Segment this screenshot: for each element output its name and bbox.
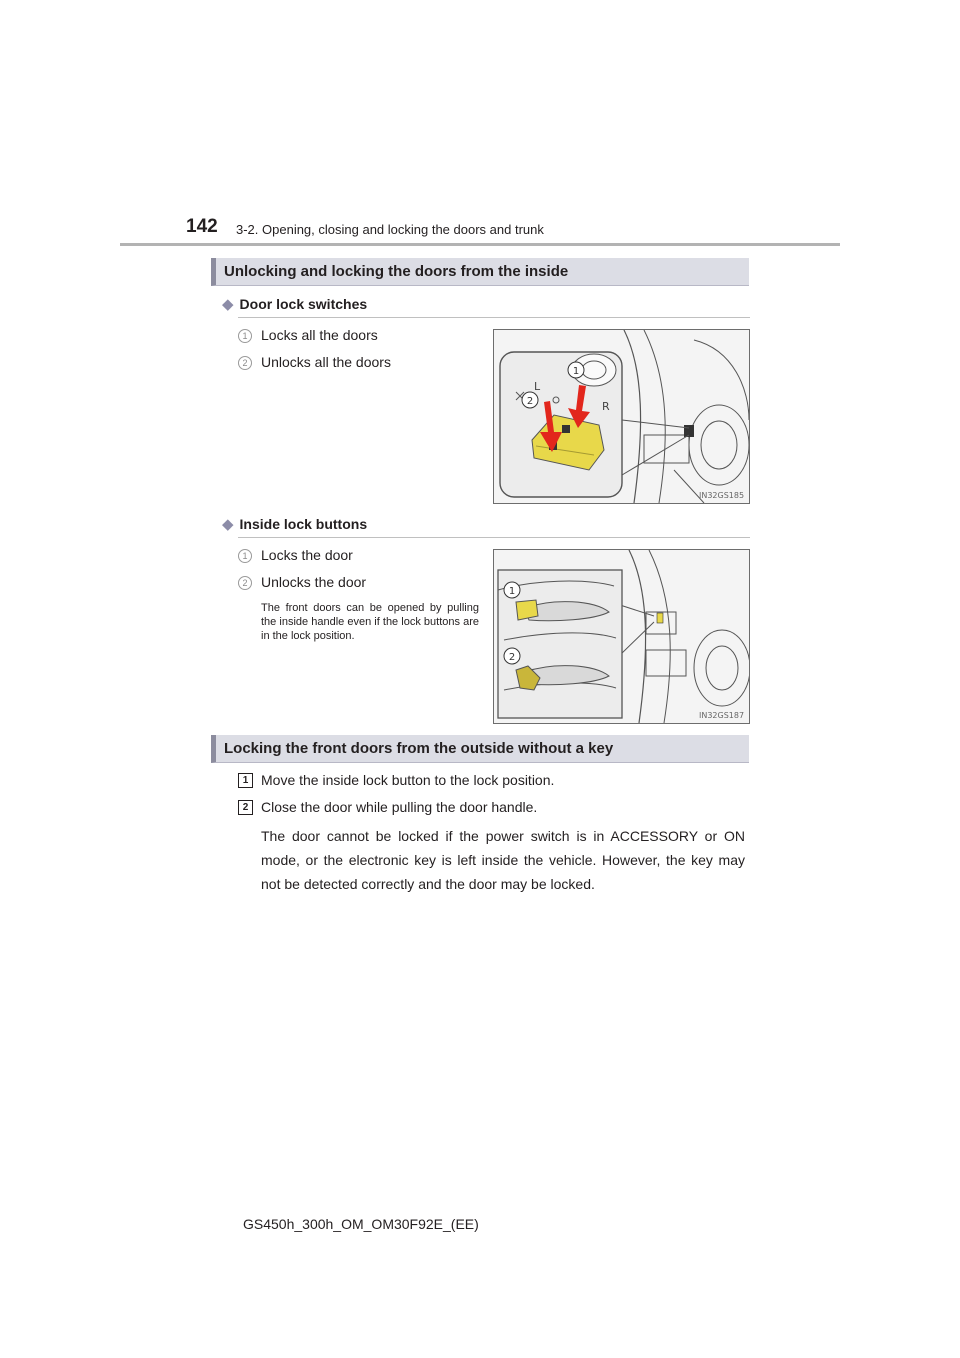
letter-r: R [602,400,610,413]
callout-1: 1 [572,366,580,377]
item-marker: 1 [238,329,252,343]
item-text: Unlocks the door [261,574,367,590]
document-code: GS450h_300h_OM_OM30F92E_(EE) [243,1216,479,1232]
subsection-title: Door lock switches [239,296,368,312]
section-heading-inside [211,258,749,286]
outside-lock-note: The door cannot be locked if the power switch is in ACCESSORY or ON mode, or the electronic key is left inside the vehicle. However, the key may not be detected correctly and the door may be locked. [261,828,745,892]
section-title: Unlocking and locking the doors from the inside [224,263,569,280]
subsection-divider [238,317,750,318]
subsection-title: Inside lock buttons [239,516,368,532]
diamond-icon: ◆ [222,296,234,313]
item-marker: 2 [238,356,252,370]
item-marker: 2 [238,576,252,590]
inside-lock-note: The front doors can be opened by pulling the inside handle even if the lock buttons are in the lock position. [261,602,479,642]
chapter-title: 3-2. Opening, closing and locking the doors and trunk [236,222,544,237]
step-marker: 2 [238,800,253,815]
callout-2: 2 [526,396,534,407]
diamond-icon: ◆ [222,516,234,533]
step-text: Move the inside lock button to the lock position. [261,772,555,788]
subsection-heading-inside-lock-buttons [222,515,367,533]
step-text: Close the door while pulling the door handle. [261,799,538,815]
figure-code: IN32GS185 [699,491,745,500]
subsection-heading-door-lock-switches [222,295,367,313]
item-text: Locks the door [261,547,353,563]
section-heading-outside [211,735,749,763]
subsection-divider [238,537,750,538]
letter-l: L [534,380,541,393]
callout-2: 2 [508,652,516,663]
page-number: 142 [186,216,218,237]
step-marker: 1 [238,773,253,788]
figure-code: IN32GS187 [699,711,745,720]
door-lock-switch-illustration [493,329,750,504]
item-text: Locks all the doors [261,327,378,343]
section-title: Locking the front doors from the outside without a key [224,740,614,757]
inside-lock-button-illustration [493,549,750,724]
item-marker: 1 [238,549,252,563]
header-divider [120,243,840,246]
callout-1: 1 [508,586,516,597]
item-text: Unlocks all the doors [261,354,391,370]
